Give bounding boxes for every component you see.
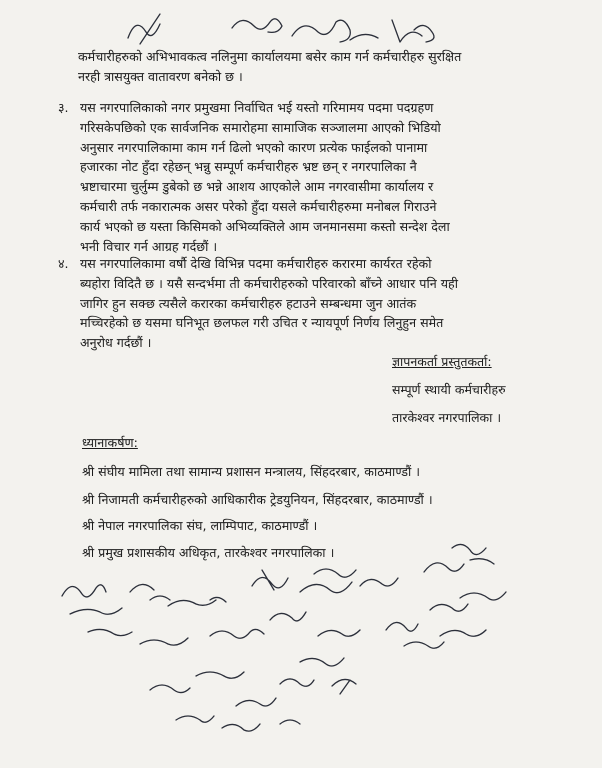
- submitter-heading: ज्ञापनकर्ता प्रस्तुतकर्ता:: [392, 354, 492, 369]
- submitter-line: तारकेश्वर नगरपालिका ।: [392, 410, 502, 425]
- text-line: अनुसार नगरपालिकामा काम गर्न ढिलो भएको कारण प्रत्येक फाईलको पानामा: [80, 139, 428, 155]
- point-number: ४.: [58, 256, 69, 271]
- attention-item: श्री प्रमुख प्रशासकीय अधिकृत, तारकेश्वर नगरपालिका ।: [82, 545, 335, 560]
- text-line: भ्रष्टाचारमा चुर्लुम्म डुबेको छ भन्ने आशय आएकोले आम नगरवासीमा कार्यालय र: [80, 179, 434, 195]
- attention-item: श्री नेपाल नगरपालिका संघ, लाम्पिपाट, काठमाण्डौं ।: [82, 518, 318, 533]
- text-line: कार्य भएको छ यस्ता किसिमको अभिव्यक्तिले आम जनमानसमा कस्तो सन्देश देला: [80, 218, 450, 234]
- top-paragraph: [78, 47, 548, 87]
- text-line: मच्चिरहेको छ यसमा घनिभूत छलफल गरी उचित र न्यायपूर्ण निर्णय लिनुहुन समेत: [80, 315, 444, 331]
- attention-heading: ध्यानाकर्षण:: [82, 435, 138, 450]
- text-line: नरही त्रासयुक्त वातावरण बनेको छ ।: [78, 68, 243, 84]
- text-line: जागिर हुन सक्छ त्यसैले करारका कर्मचारीहरु हटाउने सम्बन्धमा जुन आतंक: [80, 295, 417, 311]
- bottom-signatures: [62, 544, 506, 731]
- attention-item: श्री संघीय मामिला तथा सामान्य प्रशासन मन्त्रालय, सिंहदरबार, काठमाण्डौं ।: [82, 464, 421, 479]
- top-signatures: [128, 14, 434, 44]
- submitter-block: [392, 350, 506, 430]
- point-4: [58, 254, 548, 353]
- text-line: गरिसकेपछिको एक सार्वजनिक समारोहमा सामाजिक सञ्जालमा आएको भिडियो: [80, 119, 441, 135]
- point-3: [58, 98, 548, 256]
- point-number: ३.: [58, 100, 69, 115]
- text-line: यस नगरपालिकाको नगर प्रमुखमा निर्वाचित भई यस्तो गरिमामय पदमा पदग्रहण: [80, 100, 434, 115]
- attention-item: श्री निजामती कर्मचारीहरुको आधिकारीक ट्रेडयुनियन, सिंहदरबार, काठमाण्डौं ।: [82, 492, 433, 507]
- text-line: अनुरोध गर्दछौं ।: [80, 335, 152, 351]
- text-line: ब्यहोरा विदितै छ । यसै सन्दर्भमा ती कर्मचारीहरुको परिवारको बाँच्ने आधार पनि यही: [80, 275, 458, 291]
- text-line: कर्मचारी तर्फ नकारात्मक असर परेको हुँदा यसले कर्मचारीहरुमा मनोबल गिराउने: [80, 198, 437, 214]
- text-line: कर्मचारीहरुको अभिभावकत्व नलिनुमा कार्यालयमा बसेर काम गर्न कर्मचारीहरु सुरक्षित: [78, 49, 462, 64]
- submitter-line: सम्पूर्ण स्थायी कर्मचारीहरु: [392, 382, 506, 397]
- text-line: हजारका नोट हुँदा रहेछन् भन्नु सम्पूर्ण कर्मचारीहरु भ्रष्ट छन् र नगरपालिका नै: [80, 159, 417, 175]
- text-line: यस नगरपालिकामा वर्षौ देखि विभिन्न पदमा कर्मचारीहरु करारमा कार्यरत रहेको: [80, 256, 432, 271]
- text-line: भनी विचार गर्न आग्रह गर्दछौं ।: [80, 238, 218, 254]
